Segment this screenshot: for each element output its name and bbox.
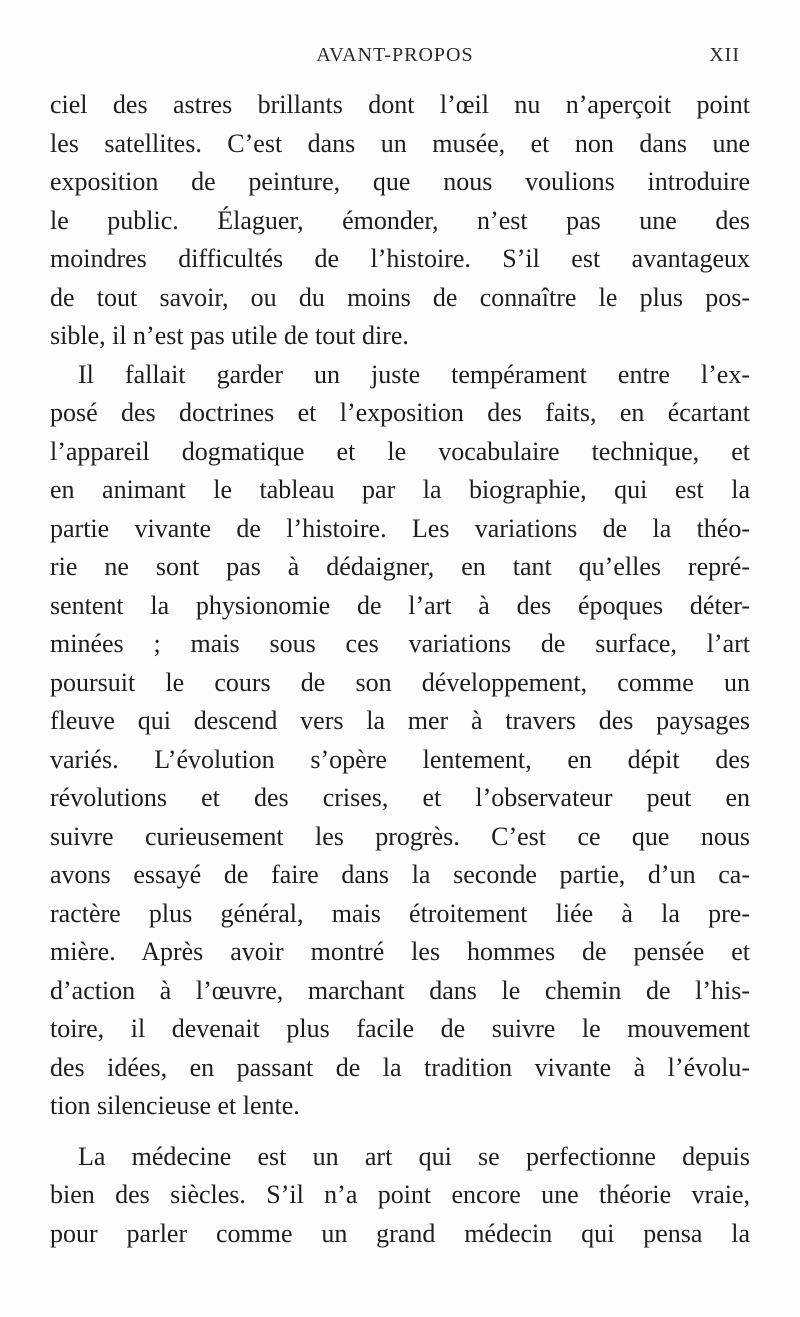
text-line: La médecine est un art qui se perfectionne depuis xyxy=(78,1141,750,1171)
text-line: rie ne sont pas à dédaigner, en tant qu’elles repré- xyxy=(50,552,750,581)
text-line: fleuve qui descend vers la mer à travers des paysages xyxy=(50,706,750,735)
page-number: XII xyxy=(709,44,740,66)
text-line: ractère plus général, mais étroitement liée à la pre- xyxy=(50,898,750,928)
running-head xyxy=(50,44,740,74)
text-line: tion silencieuse et lente. xyxy=(50,1091,300,1120)
text-line: les satellites. C’est dans un musée, et non dans une xyxy=(50,128,750,158)
text-line: ciel des astres brillants dont l’œil nu n’aperçoit point xyxy=(50,90,750,119)
body-text xyxy=(50,86,750,1253)
text-line: en animant le tableau par la biographie, qui est la xyxy=(50,475,750,504)
text-line: toire, il devenait plus facile de suivre le mouvement xyxy=(50,1014,750,1043)
text-line: pour parler comme un grand médecin qui pensa la xyxy=(50,1218,750,1248)
text-line: révolutions et des crises, et l’observateur peut en xyxy=(50,783,750,812)
text-line: minées ; mais sous ces variations de surface, l’art xyxy=(50,629,750,658)
text-line: l’appareil dogmatique et le vocabulaire technique, et xyxy=(50,436,750,466)
text-line: des idées, en passant de la tradition vivante à l’évolu- xyxy=(50,1052,750,1082)
text-line: sentent la physionomie de l’art à des époques déter- xyxy=(50,590,750,620)
text-line: posé des doctrines et l’exposition des faits, en écartant xyxy=(50,398,750,427)
paragraph-spacer xyxy=(50,1126,750,1138)
text-line: de tout savoir, ou du moins de connaître le plus pos- xyxy=(50,282,750,312)
running-title: AVANT-PROPOS xyxy=(316,44,474,66)
text-line: poursuit le cours de son développement, comme un xyxy=(50,667,750,697)
text-line: partie vivante de l’histoire. Les variations de la théo- xyxy=(50,513,750,543)
paragraph xyxy=(50,1138,750,1254)
text-line: Il fallait garder un juste tempérament entre l’ex- xyxy=(78,359,750,389)
paragraph xyxy=(50,356,750,1126)
text-line: moindres difficultés de l’histoire. S’il est avantageux xyxy=(50,244,750,273)
text-line: bien des siècles. S’il n’a point encore une théorie vraie, xyxy=(50,1180,750,1209)
text-line: sible, il n’est pas utile de tout dire. xyxy=(50,321,409,350)
text-line: exposition de peinture, que nous voulions introduire xyxy=(50,167,750,196)
text-line: variés. L’évolution s’opère lentement, en dépit des xyxy=(50,744,750,774)
text-line: le public. Élaguer, émonder, n’est pas une des xyxy=(50,205,750,235)
text-line: suivre curieusement les progrès. C’est ce que nous xyxy=(50,821,750,851)
text-line: d’action à l’œuvre, marchant dans le chemin de l’his- xyxy=(50,975,750,1005)
text-line: mière. Après avoir montré les hommes de pensée et xyxy=(50,937,750,966)
paragraph xyxy=(50,86,750,356)
text-line: avons essayé de faire dans la seconde partie, d’un ca- xyxy=(50,860,750,889)
